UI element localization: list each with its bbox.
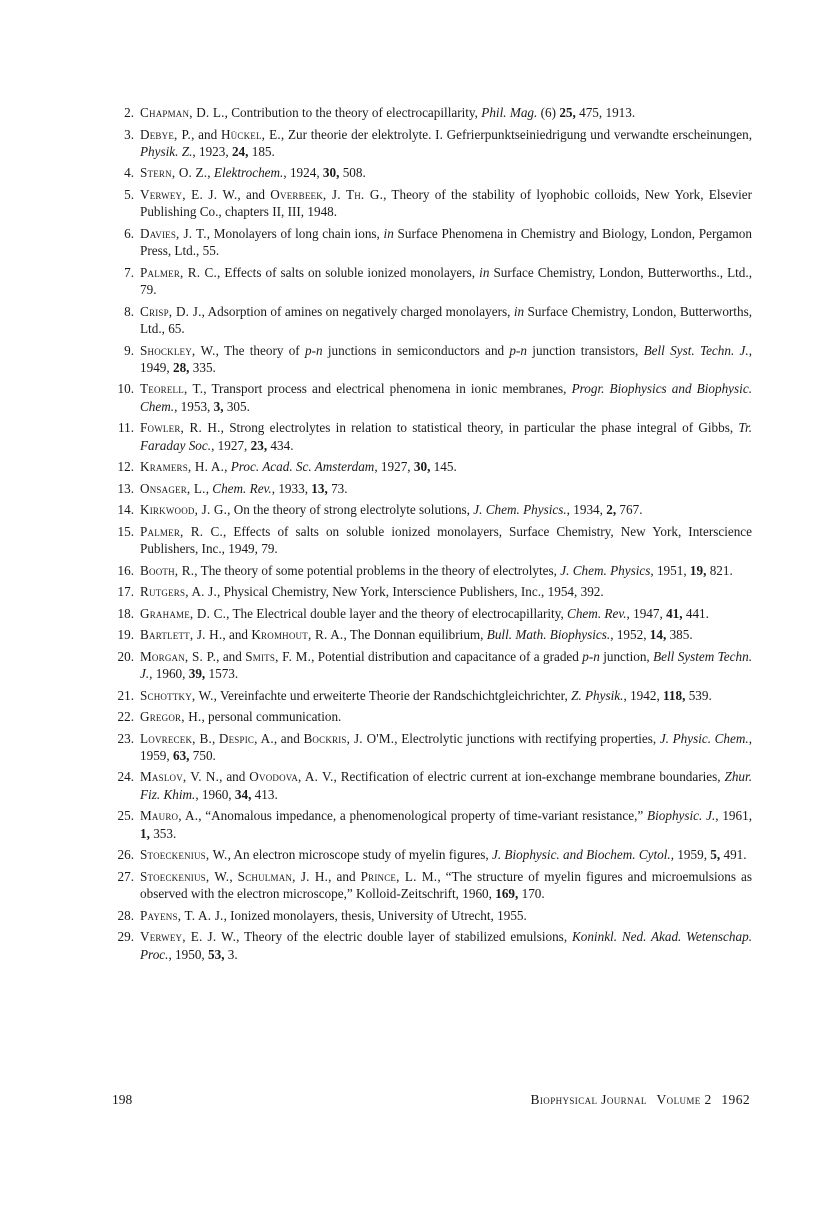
reference-text: (6) bbox=[537, 105, 560, 120]
volume-number: 63, bbox=[172, 747, 190, 763]
author-name: Debye, P. bbox=[140, 126, 192, 142]
author-name: Smits, F. M. bbox=[245, 648, 312, 664]
reference-text: Surface Chemistry, London, Butterworths, Ltd., 65. bbox=[140, 303, 752, 337]
reference-number: 21. bbox=[117, 687, 134, 703]
journal-title: J. Chem. Physics. bbox=[473, 502, 567, 518]
reference-item bbox=[112, 708, 752, 725]
reference-item bbox=[112, 164, 752, 181]
journal-title: Chem. Rev. bbox=[212, 480, 272, 496]
reference-text: junctions in semiconductors and bbox=[322, 342, 510, 358]
volume-number: 34, bbox=[234, 786, 252, 802]
reference-text: , 1959, bbox=[140, 730, 752, 763]
volume-number: 39, bbox=[188, 666, 206, 682]
journal-title: J. Biophysic. and Biochem. Cytol. bbox=[491, 847, 671, 863]
reference-item bbox=[112, 928, 752, 963]
reference-number: 17. bbox=[117, 584, 134, 600]
reference-text: junction, bbox=[599, 648, 654, 664]
journal-title: Physik. Z. bbox=[140, 143, 193, 159]
reference-text: , 1960, bbox=[149, 666, 189, 682]
reference-text: , 1959, bbox=[670, 847, 711, 863]
reference-number: 6. bbox=[124, 225, 134, 241]
reference-text: , Strong electrolytes in relation to statistical theory, in particular the phase integral of Gibbs, bbox=[220, 420, 739, 436]
reference-text: , 1952, bbox=[610, 627, 650, 643]
reference-number: 13. bbox=[117, 480, 134, 496]
reference-text: , 1923, bbox=[192, 143, 232, 159]
journal-title: Bull. Math. Biophysics. bbox=[486, 627, 611, 643]
reference-text: , Zur theorie der elektrolyte. I. Gefrierpunktseiniedrigung und verwandte erscheinungen, bbox=[280, 126, 752, 142]
reference-text: junction transistors, bbox=[527, 342, 644, 358]
reference-item bbox=[112, 380, 752, 415]
reference-item bbox=[112, 186, 752, 221]
volume-number: 30, bbox=[322, 165, 340, 181]
reference-item bbox=[112, 605, 752, 622]
author-name: Maslov, V. N. bbox=[140, 769, 220, 785]
reference-text: , and bbox=[219, 769, 250, 785]
author-name: Bockris, J. O'M. bbox=[303, 730, 395, 746]
reference-text: , bbox=[205, 480, 213, 496]
reference-number: 9. bbox=[124, 342, 134, 358]
author-name: Hückel, E. bbox=[220, 126, 281, 142]
journal-title: in bbox=[513, 303, 525, 319]
reference-text: 1573. bbox=[205, 666, 239, 682]
volume-number: 1, bbox=[140, 825, 150, 841]
reference-number: 19. bbox=[117, 627, 134, 643]
reference-item bbox=[112, 104, 752, 121]
reference-text: , 1949, bbox=[140, 342, 752, 375]
volume-number: 118, bbox=[663, 687, 686, 703]
reference-text: , Electrolytic junctions with rectifying properties, bbox=[394, 730, 660, 746]
author-name: Verwey, E. J. W. bbox=[140, 186, 238, 202]
reference-text: 475, 1913. bbox=[575, 105, 636, 120]
volume-number: 53, bbox=[208, 946, 225, 962]
reference-text: 434. bbox=[267, 437, 294, 453]
reference-text: , Effects of salts on soluble ionized monolayers, Surface Chemistry, New York, Interscience Publishers, Inc., 1949, 79. bbox=[140, 523, 753, 557]
reference-text: , The Electrical double layer and the theory of electrocapillarity, bbox=[226, 605, 568, 621]
author-name: Bartlett, J. H. bbox=[140, 627, 223, 643]
reference-text: , Transport process and electrical phenomena in ionic membranes, bbox=[203, 381, 572, 397]
reference-number: 16. bbox=[117, 562, 134, 578]
reference-number: 27. bbox=[117, 868, 134, 884]
author-name: Kramers, H. A. bbox=[140, 459, 225, 475]
reference-text: 385. bbox=[666, 627, 693, 643]
reference-number: 14. bbox=[117, 502, 134, 518]
volume-label: Volume 2 bbox=[656, 1092, 712, 1107]
journal-title: Proc. Acad. Sc. Amsterdam bbox=[230, 459, 375, 475]
reference-text: , bbox=[211, 730, 219, 746]
reference-text: 335. bbox=[189, 359, 216, 375]
author-name: Despic, A. bbox=[218, 730, 274, 746]
reference-text: , 1924, bbox=[283, 165, 323, 181]
reference-text: , and bbox=[216, 648, 246, 664]
reference-text: , and bbox=[237, 186, 271, 202]
author-name: Palmer, R. C. bbox=[140, 523, 223, 539]
reference-text: , and bbox=[191, 126, 221, 142]
reference-text: , Contribution to the theory of electrocapillarity, bbox=[224, 105, 482, 120]
reference-item bbox=[112, 480, 752, 497]
reference-number: 4. bbox=[124, 165, 134, 181]
reference-text: 508. bbox=[339, 165, 366, 181]
volume-number: 13, bbox=[311, 480, 328, 496]
journal-title: in bbox=[383, 225, 394, 241]
author-name: Palmer, R. C. bbox=[140, 264, 218, 280]
reference-text: , 1953, bbox=[174, 398, 214, 414]
reference-text: Surface Chemistry, London, Butterworths., Ltd., 79. bbox=[140, 264, 752, 298]
journal-title: p-n bbox=[582, 648, 600, 664]
reference-text: 413. bbox=[251, 786, 278, 802]
journal-name: Biophysical Journal bbox=[530, 1092, 647, 1107]
journal-title: Progr. Biophysics and Biophysic. Chem. bbox=[140, 381, 752, 414]
reference-text: , Effects of salts on soluble ionized monolayers, bbox=[217, 264, 480, 280]
reference-text: , The Donnan equilibrium, bbox=[343, 627, 487, 643]
author-name: Grahame, D. C. bbox=[140, 605, 227, 621]
author-name: Chapman, D. L. bbox=[140, 105, 225, 120]
reference-number: 20. bbox=[117, 648, 134, 664]
author-name: Booth, R. bbox=[140, 562, 195, 578]
reference-number: 26. bbox=[117, 847, 134, 863]
author-name: Ovodova, A. V. bbox=[249, 769, 334, 785]
author-name: Mauro, A. bbox=[140, 808, 199, 824]
year-label: 1962 bbox=[721, 1092, 750, 1107]
reference-item bbox=[112, 342, 752, 377]
reference-number: 29. bbox=[117, 929, 134, 945]
volume-number: 30, bbox=[413, 459, 431, 475]
author-name: Kirkwood, J. G. bbox=[140, 502, 228, 518]
reference-text: , personal communication. bbox=[201, 709, 342, 725]
reference-text: 170. bbox=[518, 886, 545, 902]
author-name: Kromhout, R. A. bbox=[251, 627, 344, 643]
volume-number: 14, bbox=[649, 627, 667, 643]
author-name: Payens, T. A. J. bbox=[140, 907, 224, 923]
reference-text: , 1947, bbox=[626, 605, 667, 621]
volume-number: 23, bbox=[250, 437, 268, 453]
author-name: Crisp, D. J. bbox=[140, 303, 202, 319]
journal-title: Phil. Mag. bbox=[481, 105, 538, 120]
reference-item bbox=[112, 768, 752, 803]
reference-text: , bbox=[207, 165, 214, 181]
reference-text: , Theory of the electric double layer of stabilized emulsions, bbox=[236, 929, 572, 945]
journal-title: Zhur. Fiz. Khim. bbox=[140, 769, 752, 802]
reference-item bbox=[112, 562, 752, 579]
journal-title: Elektrochem. bbox=[213, 165, 284, 181]
author-name: Onsager, L. bbox=[140, 480, 206, 496]
reference-text: , bbox=[224, 459, 231, 475]
reference-text: 491. bbox=[720, 847, 747, 863]
volume-number: 25, bbox=[559, 105, 576, 120]
author-name: Teorell, T. bbox=[140, 381, 204, 397]
reference-text: , An electron microscope study of myelin figures, bbox=[227, 847, 492, 863]
author-name: Overbeek, J. Th. G. bbox=[270, 186, 384, 202]
volume-number: 3, bbox=[213, 398, 224, 414]
reference-text: , 1942, bbox=[623, 687, 664, 703]
reference-text: 750. bbox=[189, 747, 216, 763]
reference-item bbox=[112, 807, 752, 842]
reference-text: , 1961, bbox=[715, 808, 753, 824]
reference-number: 8. bbox=[124, 303, 134, 319]
volume-number: 28, bbox=[172, 359, 190, 375]
reference-text: , bbox=[229, 868, 238, 884]
volume-number: 19, bbox=[689, 562, 707, 578]
journal-title: Koninkl. Ned. Akad. Wetenschap. Proc. bbox=[140, 929, 752, 962]
reference-item bbox=[112, 501, 752, 518]
reference-number: 23. bbox=[117, 730, 134, 746]
author-name: Schulman, J. H. bbox=[237, 868, 329, 884]
reference-text: 767. bbox=[616, 502, 643, 518]
reference-text: , 1950, bbox=[168, 946, 209, 962]
author-name: Gregor, H. bbox=[140, 709, 202, 725]
reference-item bbox=[112, 303, 752, 338]
reference-number: 12. bbox=[117, 459, 134, 475]
reference-text: , 1933, bbox=[271, 480, 312, 496]
reference-text: 73. bbox=[327, 480, 348, 496]
reference-text: , Physical Chemistry, New York, Interscience Publishers, Inc., 1954, 392. bbox=[217, 584, 604, 600]
author-name: Verwey, E. J. W. bbox=[140, 929, 237, 945]
reference-text: , 1951, bbox=[650, 562, 690, 578]
reference-text: , On the theory of strong electrolyte solutions, bbox=[227, 502, 474, 518]
reference-number: 11. bbox=[118, 420, 134, 436]
reference-text: 353. bbox=[149, 825, 177, 841]
running-footer bbox=[525, 1092, 751, 1108]
reference-item bbox=[112, 583, 752, 600]
reference-text: , The theory of some potential problems in the theory of electrolytes, bbox=[194, 562, 561, 578]
author-name: Stoeckenius, W. bbox=[140, 847, 228, 863]
reference-item bbox=[112, 126, 752, 161]
reference-text: , 1927, bbox=[211, 437, 251, 453]
reference-number: 28. bbox=[117, 907, 134, 923]
journal-title: p-n bbox=[304, 342, 323, 358]
reference-text: , and bbox=[328, 868, 361, 884]
journal-title: Bell System Techn. J. bbox=[140, 648, 752, 682]
journal-title: Z. Physik. bbox=[571, 687, 624, 703]
reference-text: , and bbox=[273, 730, 304, 746]
journal-title: Bell Syst. Techn. J. bbox=[643, 342, 749, 358]
reference-text: 185. bbox=[248, 143, 275, 159]
reference-number: 18. bbox=[117, 605, 134, 621]
reference-number: 7. bbox=[124, 264, 134, 280]
reference-number: 3. bbox=[124, 126, 134, 142]
reference-text: , Ionized monolayers, thesis, University of Utrecht, 1955. bbox=[223, 907, 527, 923]
reference-item bbox=[112, 648, 752, 683]
reference-text: , “The structure of myelin figures and microemulsions as observed with the electron microscope,” Kolloid-Zeitschrift, 1960, bbox=[140, 868, 753, 902]
journal-title: Biophysic. J. bbox=[647, 808, 716, 824]
reference-text: , Monolayers of long chain ions, bbox=[206, 225, 384, 241]
reference-text: Surface Phenomena in Chemistry and Biology, London, Pergamon Press, Ltd., 55. bbox=[140, 225, 752, 259]
journal-title: Tr. Faraday Soc. bbox=[140, 420, 752, 453]
author-name: Prince, L. M. bbox=[360, 868, 438, 884]
author-name: Stoeckenius, W. bbox=[140, 868, 230, 884]
reference-number: 5. bbox=[124, 186, 134, 202]
journal-title: Chem. Rev. bbox=[567, 605, 627, 621]
author-name: Lovrecek, B. bbox=[140, 730, 212, 746]
volume-number: 169, bbox=[495, 886, 519, 902]
volume-number: 24, bbox=[231, 143, 249, 159]
reference-text: 305. bbox=[223, 398, 250, 414]
reference-item bbox=[112, 419, 752, 454]
author-name: Rutgers, A. J. bbox=[140, 584, 218, 600]
reference-text: , Potential distribution and capacitance of a graded bbox=[311, 648, 583, 664]
journal-title: in bbox=[479, 264, 490, 280]
reference-item bbox=[112, 523, 752, 558]
reference-item bbox=[112, 907, 752, 924]
reference-list bbox=[112, 104, 752, 967]
reference-number: 25. bbox=[117, 808, 134, 824]
reference-text: , The theory of bbox=[215, 342, 305, 358]
reference-text: , 1934, bbox=[566, 502, 607, 518]
reference-text: , Vereinfachte und erweiterte Theorie der Randschichtgleichrichter, bbox=[213, 687, 572, 703]
reference-text: , “Anomalous impedance, a phenomenological property of time-variant resistance,” bbox=[198, 808, 648, 824]
reference-text: 145. bbox=[430, 459, 457, 475]
journal-title: J. Chem. Physics bbox=[560, 562, 651, 578]
volume-number: 41, bbox=[666, 605, 683, 621]
reference-text: , Adsorption of amines on negatively charged monolayers, bbox=[201, 303, 514, 319]
journal-title: J. Physic. Chem. bbox=[659, 730, 749, 746]
reference-number: 2. bbox=[124, 105, 134, 120]
page-number: 198 bbox=[112, 1092, 133, 1107]
reference-number: 22. bbox=[117, 709, 134, 725]
author-name: Davies, J. T. bbox=[140, 225, 207, 241]
reference-item bbox=[112, 687, 752, 704]
reference-item bbox=[112, 626, 752, 643]
reference-number: 15. bbox=[117, 523, 134, 539]
reference-item bbox=[112, 868, 752, 903]
reference-item bbox=[112, 458, 752, 475]
reference-text: 441. bbox=[682, 605, 709, 621]
reference-text: , Rectification of electric current at ion-exchange membrane boundaries, bbox=[333, 769, 725, 785]
author-name: Schottky, W. bbox=[140, 687, 214, 703]
author-name: Fowler, R. H. bbox=[140, 420, 221, 436]
reference-text: 3. bbox=[224, 946, 238, 962]
reference-item bbox=[112, 730, 752, 765]
reference-item bbox=[112, 264, 752, 299]
author-name: Shockley, W. bbox=[140, 342, 216, 358]
reference-text: 821. bbox=[706, 562, 733, 578]
author-name: Morgan, S. P. bbox=[140, 648, 217, 664]
reference-text: , 1960, bbox=[195, 786, 235, 802]
journal-title: p-n bbox=[509, 342, 528, 358]
reference-number: 10. bbox=[117, 381, 134, 397]
reference-number: 24. bbox=[117, 769, 134, 785]
reference-text: 539. bbox=[685, 687, 712, 703]
reference-item bbox=[112, 846, 752, 863]
reference-item bbox=[112, 225, 752, 260]
volume-number: 2, bbox=[606, 502, 617, 518]
reference-text: , and bbox=[222, 627, 252, 643]
author-name: Stern, O. Z. bbox=[140, 165, 208, 181]
reference-text: , 1927, bbox=[374, 459, 414, 475]
volume-number: 5, bbox=[710, 847, 721, 863]
reference-text: , Theory of the stability of lyophobic colloids, New York, Elsevier Publishing Co., chapters II, III, 1948. bbox=[140, 186, 753, 220]
